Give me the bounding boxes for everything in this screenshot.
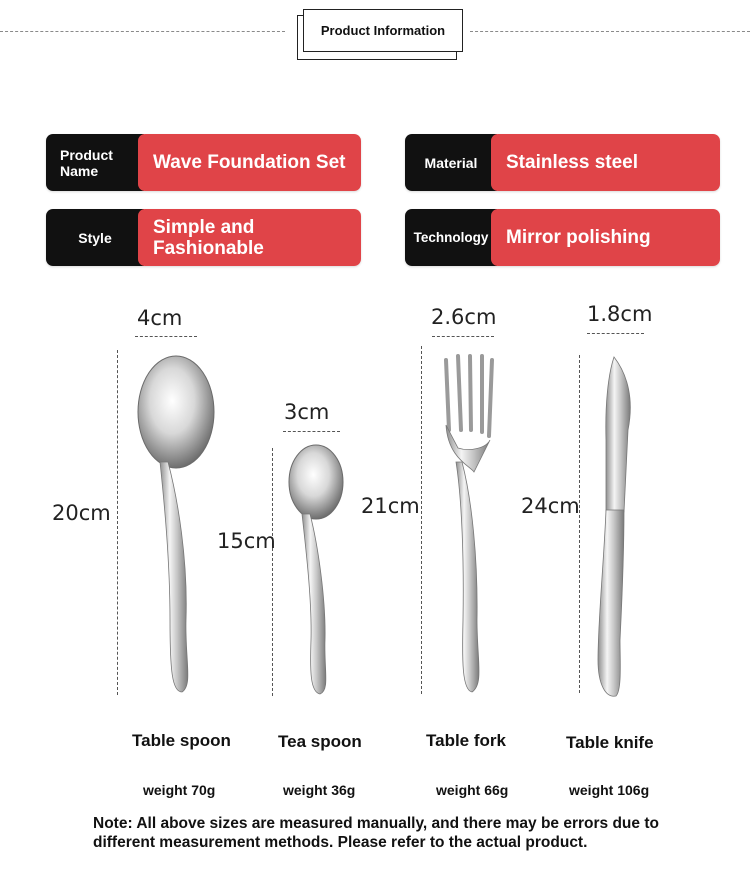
page-title: Product Information	[303, 9, 463, 52]
tea-spoon-name: Tea spoon	[278, 732, 362, 751]
table-knife-width: 1.8cm	[587, 302, 653, 326]
table-knife-length-line	[579, 355, 580, 693]
table-knife-image	[598, 357, 630, 696]
table-fork-image	[446, 356, 492, 692]
table-spoon-length-line	[117, 350, 118, 695]
table-fork-length-line	[421, 346, 422, 694]
tea-spoon-width: 3cm	[284, 400, 330, 424]
table-knife-width-line	[587, 333, 644, 334]
table-fork-width-line	[432, 336, 494, 337]
info-value: Stainless steel	[491, 134, 720, 191]
table-fork-name: Table fork	[426, 731, 506, 750]
table-knife-weight: weight 106g	[569, 782, 650, 798]
info-label: Product Name	[46, 134, 144, 191]
info-value: Wave Foundation Set	[138, 134, 361, 191]
info-value: Simple and Fashionable	[138, 209, 361, 266]
tea-spoon-image	[289, 445, 343, 694]
table-spoon-width-line	[135, 336, 197, 337]
info-label: Style	[46, 209, 144, 266]
info-label: Technology	[405, 209, 497, 266]
tea-spoon-length: 15cm	[217, 529, 276, 553]
table-spoon-length: 20cm	[52, 501, 111, 525]
tea-spoon-weight: weight 36g	[283, 782, 356, 798]
table-fork-width: 2.6cm	[431, 305, 497, 329]
info-value: Mirror polishing	[491, 209, 720, 266]
table-spoon-name: Table spoon	[132, 731, 231, 750]
tea-spoon-length-line	[272, 448, 273, 696]
table-spoon-width: 4cm	[137, 306, 183, 330]
tea-spoon-width-line	[283, 431, 340, 432]
table-fork-length: 21cm	[361, 494, 420, 518]
table-knife-length: 24cm	[521, 494, 580, 518]
table-fork-weight: weight 66g	[436, 782, 509, 798]
table-spoon-weight: weight 70g	[143, 782, 216, 798]
table-knife-name: Table knife	[566, 733, 654, 752]
measurement-note: Note: All above sizes are measured manually, and there may be errors due to different measurement methods. Please refer to the actual product.	[93, 815, 659, 851]
table-spoon-image	[138, 356, 214, 692]
info-label: Material	[405, 134, 497, 191]
